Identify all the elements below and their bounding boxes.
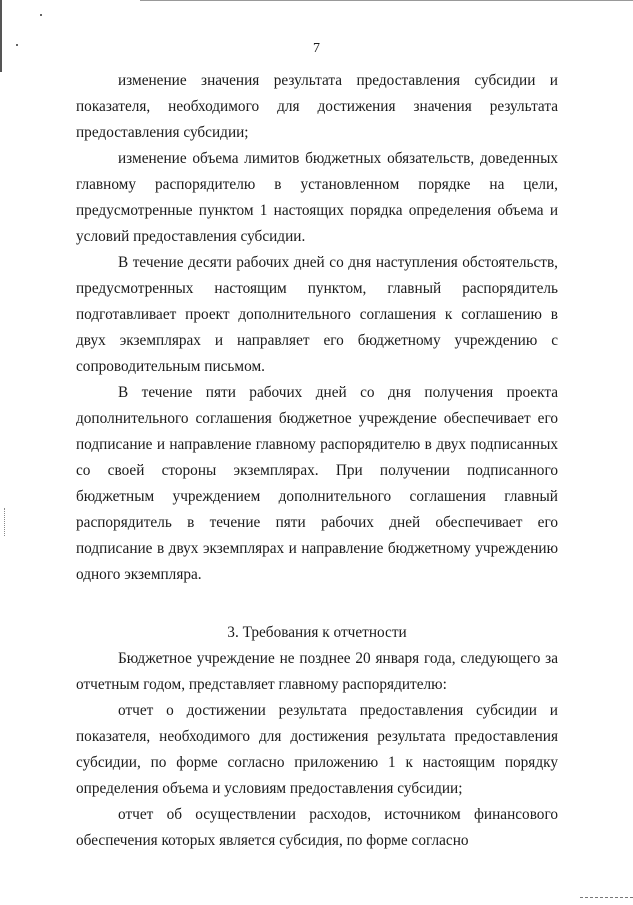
page-number: 7	[313, 41, 320, 56]
paragraph: В течение пяти рабочих дней со дня получения проекта дополнительного соглашения бюджетное учреждение обеспечивает его подписание и направление главному распорядителю в двух подписанных со своей стороны экземплярах. При получении подписанного бюджетным учреждением дополнительного соглашения главный распорядитель в течение пяти рабочих дней обеспечивает его подписание в двух экземплярах и направление бюджетному учреждению одного экземпляра.	[76, 384, 558, 583]
margin-mark	[4, 508, 11, 536]
scan-edge-line	[0, 0, 2, 72]
paragraph: отчет о достижении результата предоставления субсидии и показателя, необходимого для достижения результата предоставления субсидии, по форме согласно приложению 1 к настоящим порядку определения объема и условиям предоставления субсидии;	[76, 702, 558, 797]
scan-top-line	[140, 0, 633, 1]
paragraph: изменение объема лимитов бюджетных обязательств, доведенных главному распорядителю в установленном порядке на цели, предусмотренные пунктом 1 настоящих порядка определения объема и условий предоставления субсидии.	[76, 150, 558, 245]
paragraph: изменение значения результата предоставления субсидии и показателя, необходимого для достижения значения результата предоставления субсидии;	[76, 72, 558, 141]
paragraph: отчет об осуществлении расходов, источником финансового обеспечения которых является субсидия, по форме согласно	[76, 806, 558, 849]
paragraph: Бюджетное учреждение не позднее 20 января года, следующего за отчетным годом, представляет главному распорядителю:	[76, 650, 558, 693]
document-body	[76, 68, 558, 854]
section-heading: 3. Требования к отчетности	[227, 624, 407, 641]
paragraph: В течение десяти рабочих дней со дня наступления обстоятельств, предусмотренных настоящим пунктом, главный распорядитель подготавливает проект дополнительного соглашения к соглашению в двух экземплярах и направляет его бюджетному учреждению с сопроводительным письмом.	[76, 254, 558, 375]
scan-speck	[40, 14, 42, 16]
scan-bottom-mark	[580, 897, 633, 898]
